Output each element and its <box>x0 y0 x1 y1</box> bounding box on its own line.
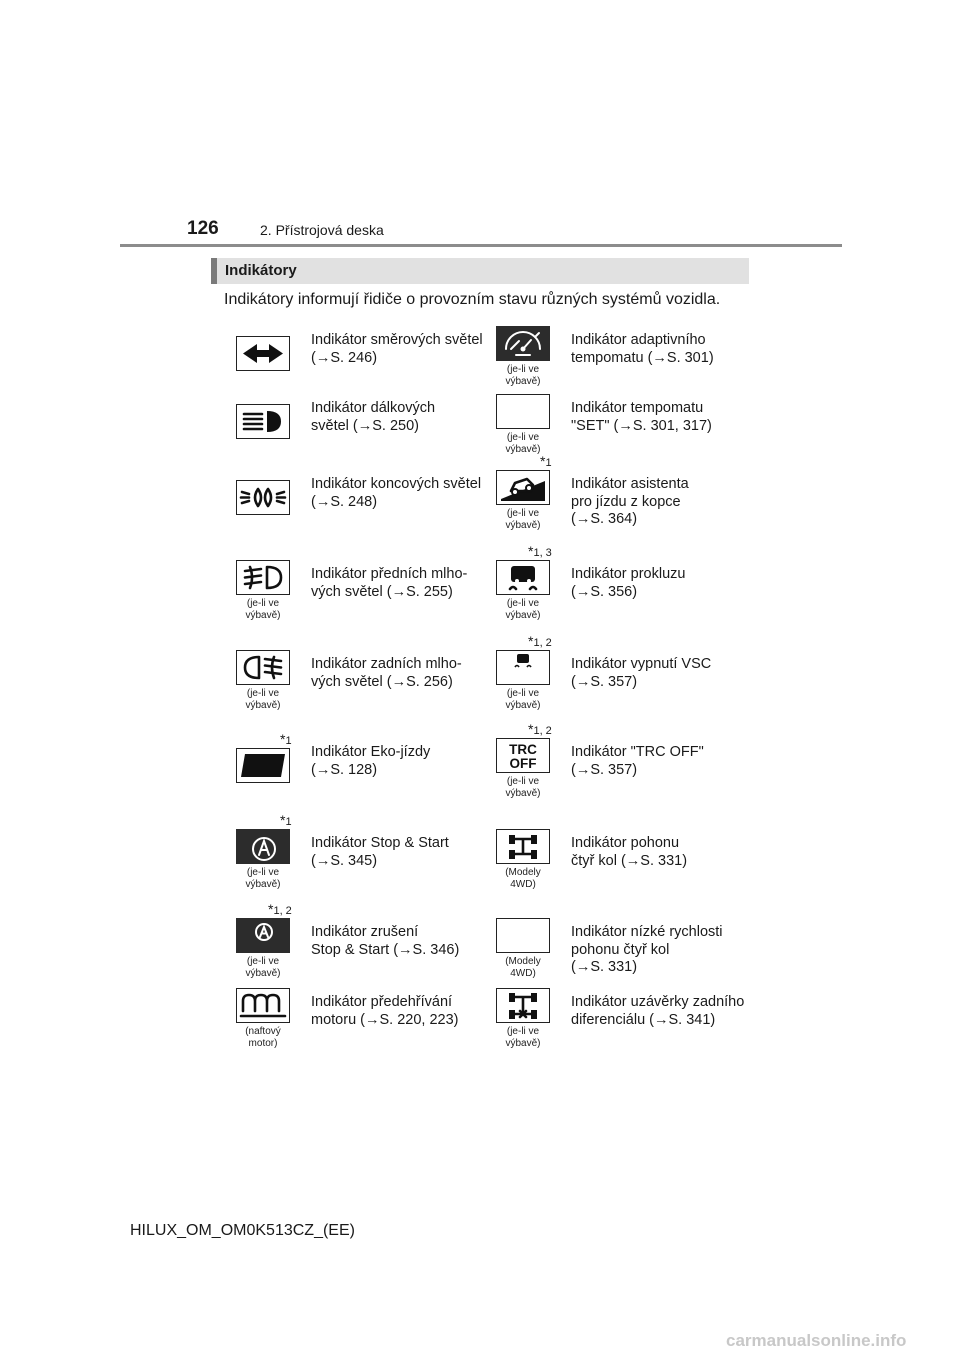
availability-caption <box>227 956 299 980</box>
availability-caption <box>487 1026 559 1050</box>
caption-line: (je-li ve <box>506 776 540 787</box>
glow-plug-icon <box>236 988 290 1023</box>
indicator-description <box>311 994 459 1029</box>
section-heading <box>211 258 749 284</box>
description-line: pohonu čtyř kol <box>571 941 670 958</box>
footnote-asterisk: * <box>528 543 534 559</box>
description-line: (→S. 246) <box>311 349 378 366</box>
caption-line: (je-li ve <box>246 688 280 699</box>
description-line: Indikátor Stop & Start <box>311 835 449 851</box>
footnote-number: 1, 2 <box>533 725 552 737</box>
caption-line: výbavě) <box>505 376 541 387</box>
footnote-asterisk: * <box>540 453 546 469</box>
tail-light-icon <box>236 480 290 515</box>
footnote-marker <box>280 731 292 747</box>
description-line: (→S. 345) <box>311 852 378 869</box>
availability-caption <box>487 508 559 532</box>
caption-line: (je-li ve <box>246 956 280 967</box>
trc-off-label: OFF <box>509 756 537 771</box>
header-rule <box>120 244 842 247</box>
description-line: Indikátor prokluzu <box>571 566 686 582</box>
intro-text: Indikátory informují řidiče o provozním stavu různých systémů vozidla. <box>224 291 721 308</box>
front-fog-icon <box>236 560 290 595</box>
caption-line: výbavě) <box>505 788 541 799</box>
description-line: motoru (→S. 220, 223) <box>311 1011 459 1028</box>
description-line: tempomatu (→S. 301) <box>571 349 714 366</box>
description-line: Indikátor předních mlho- <box>311 566 468 582</box>
indicator-description <box>311 656 462 691</box>
stop-start-icon <box>236 829 290 864</box>
caption-line: výbavě) <box>505 520 541 531</box>
description-line: světel (→S. 250) <box>311 417 419 434</box>
indicator-description <box>311 332 483 367</box>
vsc-off-icon <box>496 650 550 685</box>
description-line: Indikátor pohonu <box>571 835 680 851</box>
description-line: čtyř kol (→S. 331) <box>571 852 688 869</box>
description-line: "SET" (→S. 301, 317) <box>571 417 712 434</box>
availability-caption <box>487 688 559 712</box>
caption-line: (naftový <box>245 1026 281 1037</box>
availability-caption <box>487 956 559 980</box>
trc-off-icon <box>496 738 550 773</box>
caption-line: (je-li ve <box>506 508 540 519</box>
trc-label: TRC <box>509 742 537 757</box>
slip-icon <box>496 560 550 595</box>
footnote-number: 1, 2 <box>533 637 552 649</box>
indicator-description <box>571 332 714 367</box>
description-line: Indikátor Eko-jízdy <box>311 744 431 760</box>
description-line: Indikátor předehřívání <box>311 994 453 1010</box>
footnote-marker <box>528 543 552 559</box>
caption-line: výbavě) <box>245 968 281 979</box>
description-line: (→S. 331) <box>571 959 638 975</box>
high-beam-icon <box>236 404 290 439</box>
indicator-description <box>311 924 459 959</box>
indicator-description <box>311 400 435 435</box>
description-line: (→S. 357) <box>571 761 638 778</box>
footnote-number: 1, 3 <box>533 547 552 559</box>
description-line: Indikátor zadních mlho- <box>311 656 462 672</box>
availability-caption <box>487 364 559 388</box>
description-line: Indikátor zrušení <box>311 924 419 940</box>
chapter-title: 2. Přístrojová deska <box>260 222 384 238</box>
description-line: pro jízdu z kopce <box>571 493 681 510</box>
indicator-description <box>311 744 430 779</box>
caption-line: 4WD) <box>510 879 536 890</box>
footnote-number: 1, 2 <box>273 905 292 917</box>
stop-start-off-icon <box>236 918 290 953</box>
description-line: Indikátor uzávěrky zadního <box>571 994 745 1010</box>
description-line: Indikátor nízké rychlosti <box>571 924 723 940</box>
footnote-number: 1 <box>285 735 292 747</box>
indicator-description <box>571 744 704 779</box>
indicator-description <box>311 835 449 870</box>
footnote-number: 1 <box>285 816 292 828</box>
footnote-asterisk: * <box>268 901 274 917</box>
footnote-asterisk: * <box>280 731 286 747</box>
caption-line: (Modely <box>505 867 541 878</box>
page-number: 126 <box>187 218 219 239</box>
caption-line: 4WD) <box>510 968 536 979</box>
description-line: (→S. 364) <box>571 511 638 527</box>
footnote-marker <box>528 633 552 649</box>
availability-caption <box>487 776 559 800</box>
indicator-description <box>571 566 685 601</box>
caption-line: (je-li ve <box>506 688 540 699</box>
description-line: vých světel (→S. 255) <box>311 583 453 600</box>
description-line: (→S. 128) <box>311 761 378 778</box>
caption-line: výbavě) <box>245 700 281 711</box>
availability-caption <box>487 598 559 622</box>
eco-icon <box>236 748 290 783</box>
footnote-asterisk: * <box>280 812 286 828</box>
section-title: Indikátory <box>225 262 297 279</box>
caption-line: výbavě) <box>245 610 281 621</box>
indicator-description <box>571 476 689 529</box>
rear-fog-icon <box>236 650 290 685</box>
caption-line: (je-li ve <box>506 598 540 609</box>
footnote-marker <box>528 721 552 737</box>
indicator-description <box>571 994 744 1029</box>
footnote-asterisk: * <box>528 721 534 737</box>
description-line: Indikátor koncových světel <box>311 476 482 492</box>
set-icon <box>496 394 550 429</box>
four-wheel-drive-icon <box>496 829 550 864</box>
availability-caption <box>227 598 299 622</box>
turn-signal-icon <box>236 336 290 371</box>
footnote-marker <box>268 901 292 917</box>
caption-line: (je-li ve <box>506 432 540 443</box>
description-line: (→S. 356) <box>571 583 638 600</box>
caption-line: (Modely <box>505 956 541 967</box>
indicator-description <box>311 566 467 601</box>
description-line: (→S. 357) <box>571 673 638 690</box>
document-footer: HILUX_OM_OM0K513CZ_(EE) <box>130 1222 355 1239</box>
indicator-description <box>571 656 711 691</box>
rear-diff-lock-icon <box>496 988 550 1023</box>
availability-caption <box>227 867 299 891</box>
caption-line: výbavě) <box>505 610 541 621</box>
description-line: Indikátor dálkových <box>311 400 436 416</box>
caption-line: (je-li ve <box>246 867 280 878</box>
footnote-asterisk: * <box>528 633 534 649</box>
description-line: Stop & Start (→S. 346) <box>311 941 460 958</box>
caption-line: (je-li ve <box>246 598 280 609</box>
description-line: Indikátor tempomatu <box>571 400 704 416</box>
indicator-description <box>311 476 481 511</box>
four-lo-icon <box>496 918 550 953</box>
footnote-number: 1 <box>545 457 552 469</box>
description-line: Indikátor směrových světel <box>311 332 483 348</box>
availability-caption <box>487 867 559 891</box>
caption-line: (je-li ve <box>506 364 540 375</box>
adaptive-cruise-icon <box>496 326 550 361</box>
caption-line: výbavě) <box>505 700 541 711</box>
description-line: diferenciálu (→S. 341) <box>571 1011 716 1028</box>
caption-line: motor) <box>248 1038 278 1049</box>
description-line: Indikátor vypnutí VSC <box>571 656 712 672</box>
caption-line: výbavě) <box>245 879 281 890</box>
caption-line: (je-li ve <box>506 1026 540 1037</box>
indicator-description <box>571 400 712 435</box>
description-line: Indikátor "TRC OFF" <box>571 744 704 760</box>
footnote-marker <box>280 812 292 828</box>
watermark: carmanualsonline.info <box>726 1331 907 1350</box>
description-line: Indikátor asistenta <box>571 476 689 492</box>
hill-assist-icon <box>496 470 550 505</box>
description-line: (→S. 248) <box>311 493 378 510</box>
indicator-description <box>571 924 723 977</box>
caption-line: výbavě) <box>505 444 541 455</box>
availability-caption <box>227 688 299 712</box>
availability-caption <box>227 1026 299 1050</box>
footnote-marker <box>540 453 552 469</box>
indicator-description <box>571 835 687 870</box>
description-line: Indikátor adaptivního <box>571 332 706 348</box>
description-line: vých světel (→S. 256) <box>311 673 453 690</box>
caption-line: výbavě) <box>505 1038 541 1049</box>
